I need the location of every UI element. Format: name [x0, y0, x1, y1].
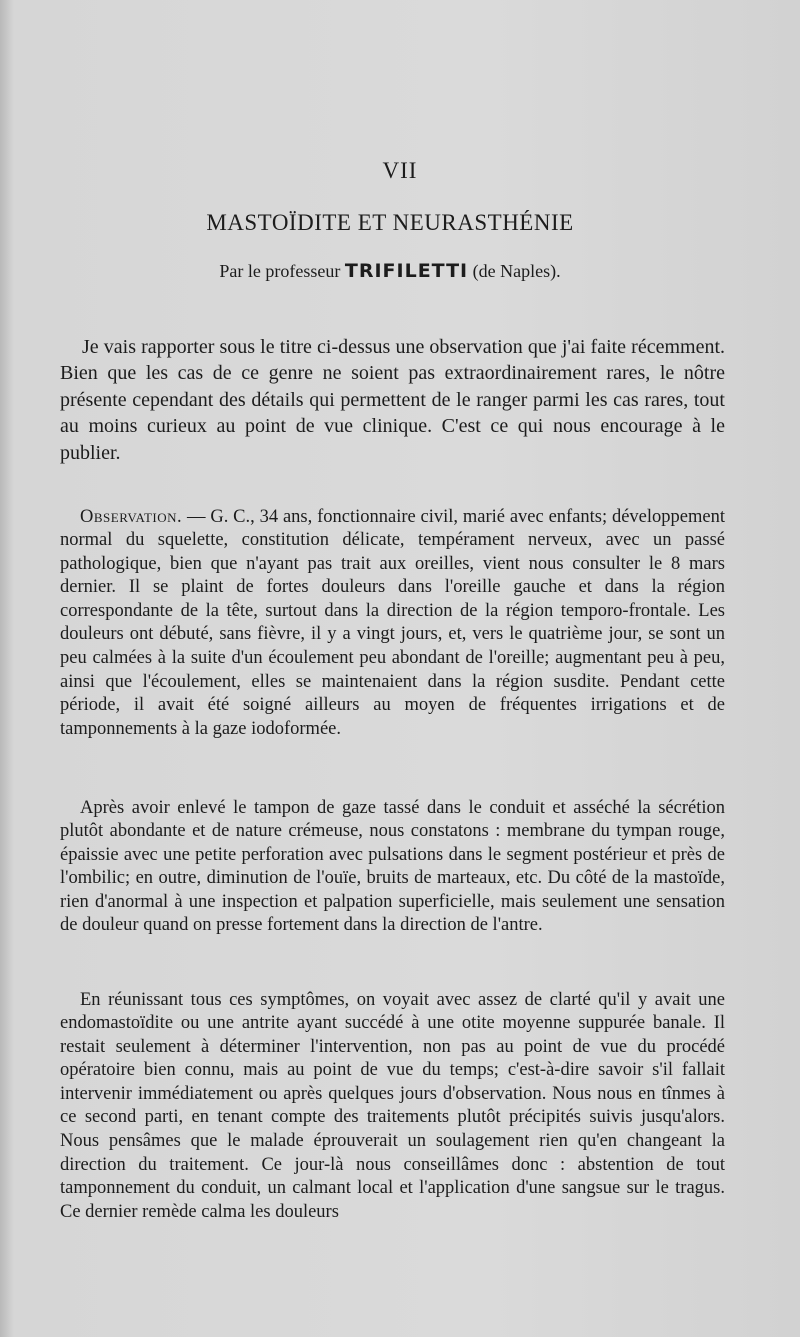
byline-prefix: Par le professeur — [219, 261, 345, 281]
paragraph-intro: Je vais rapporter sous le titre ci-dessus une observation que j'ai faite récemment. Bien que les cas de ce genre ne soient pas extraordinairement rares, le nôtre présente cependant des détails qui permettent de le ranger parmi les cas rares, tout au moins curieux au point de vue clinique. C'est ce qui nous encourage à le publier. — [60, 336, 725, 464]
chapter-title: MASTOÏDITE ET NEURASTHÉNIE — [206, 210, 574, 235]
byline — [0, 260, 780, 282]
paragraph-diagnosis: En réunissant tous ces symptômes, on voyait avec assez de clarté qu'il y avait une endomastoïdite ou une antrite ayant succédé à une otite moyenne suppurée banale. Il restait seulement à déterminer l'intervention, non pas au point de vue du procédé opératoire bien connu, mais au point de vue du temps; c'est-à-dire savoir s'il fallait intervenir immédiatement ou après quelques jours d'observation. Nous nous en tînmes à ce second parti, en tenant compte des traitements plutôt précipités suivis jusqu'alors. Nous pensâmes que le malade éprouverait un soulagement rien qu'en changeant la direction du traitement. Ce jour-là nous conseillâmes donc : abstention de tout tamponnement du conduit, un calmant local et l'application d'une sangsue sur le tragus. Ce dernier remède calma les douleurs — [60, 989, 725, 1222]
observation-text: — G. C., 34 ans, fonctionnaire civil, marié avec enfants; développement normal du squelette, constitution délicate, tempérament nerveux, avec un passé pathologique, bien que n'ayant pas trait aux oreilles, vient nous consulter le 8 mars dernier. Il se plaint de fortes douleurs dans l'oreille gauche et dans la région correspondante de la tête, surtout dans la direction de la région temporo-frontale. Les douleurs ont débuté, sans fièvre, il y a vingt jours, et, vers le quatrième jour, se sont un peu calmées à la suite d'un écoulement peu abondant de l'oreille; augmentant peu à peu, ainsi que l'écoulement, elles se maintenaient dans la région susdite. Pendant cette période, il avait été soigné ailleurs au moyen de fréquentes irrigations et de tamponnements à la gaze iodoformée. — [60, 506, 725, 739]
observation-label: Observation. — [80, 506, 183, 527]
paragraph-observation — [60, 506, 725, 742]
byline-suffix: (de Naples). — [468, 261, 561, 281]
paragraph-exam: Après avoir enlevé le tampon de gaze tassé dans le conduit et asséché la sécrétion plutôt abondante et de nature crémeuse, nous constatons : membrane du tympan rouge, épaissie avec une petite perforation avec pulsations dans le segment postérieur et près de l'ombilic; en outre, diminution de l'ouïe, bruits de marteaux, etc. Du côté de la mastoïde, rien d'anormal à une inspection et palpation superficielle, mais seulement une sensation de douleur quand on presse fortement dans la direction de l'antre. — [60, 797, 725, 936]
chapter-number: VII — [382, 158, 418, 183]
author-name: TRIFILETTI — [344, 260, 469, 282]
